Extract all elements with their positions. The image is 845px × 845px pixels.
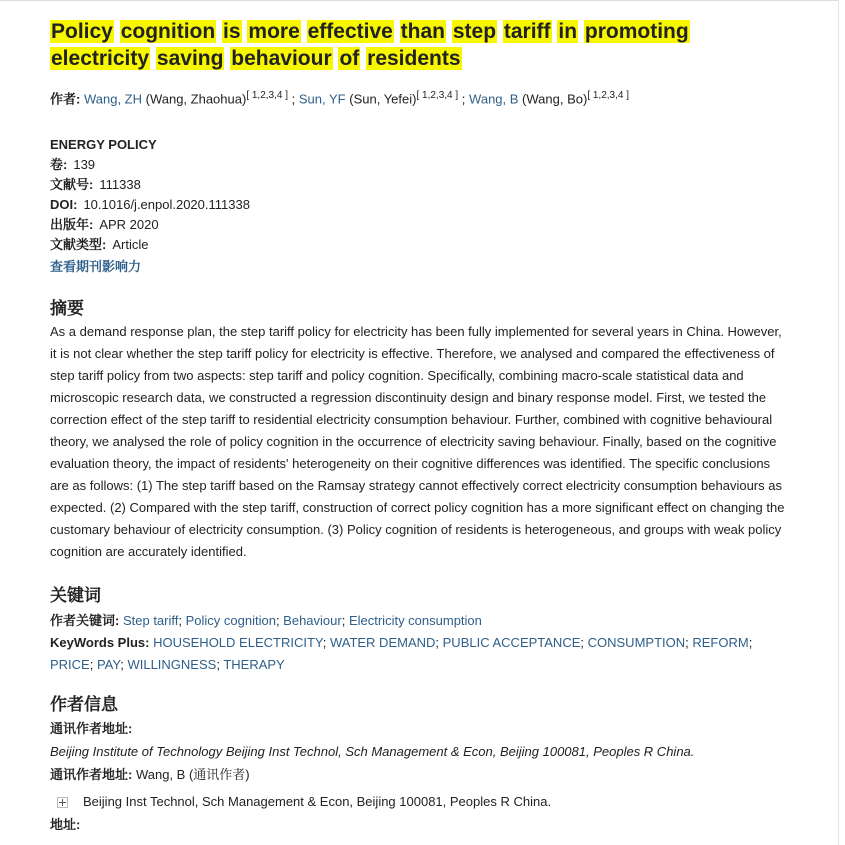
keyword-link[interactable]: WATER DEMAND <box>329 635 436 651</box>
author-fullname-3: (Wang, Bo) <box>522 91 588 107</box>
author-link-3[interactable]: Wang, B <box>469 91 519 107</box>
keyword-link[interactable]: THERAPY <box>223 657 285 673</box>
title-word: is <box>223 20 241 43</box>
keyword-link[interactable]: REFORM <box>692 635 749 651</box>
volume-value: 139 <box>73 157 96 173</box>
corr-author-name: Wang, B (通讯作者) <box>135 767 250 783</box>
author-fullname-1: (Wang, Zhaohua) <box>145 91 247 107</box>
keyword-link[interactable]: PRICE <box>50 657 90 673</box>
author-keywords-list: Step tariff; Policy cognition; Behaviour; Electricity consumption <box>122 613 482 629</box>
keyword-link[interactable]: PAY <box>96 657 121 673</box>
journal-name: ENERGY POLICY <box>50 137 157 153</box>
abstract-text: As a demand response plan, the step tariff policy for electricity has been fully implemented for several years in China. However, it is not clear whether the step tariff policy for electricity is effective. Therefore, we analysed and compared the effectiveness of step tariff policy from two aspects: step tariff and policy cognition. Specifically, combining macro-scale statistical data and microscopic research data, we constructed a regression discontinuity design and binary response model. First, we tested the correction effect of the step tariff to residential electricity consumption behaviour. Further, combined with cognitive behavioural theory, we analysed the role of policy cognition in the occurrence of electricity saving behaviour. Finally, based on the cognitive evaluation theory, the impact of residents' heterogeneity on their cognitive differences was identified. The specific conclusions are as follows: (1) The step tariff based on the Ramsay strategy cannot effectively correct electricity consumption behaviours as expected. (2) Compared with the step tariff, construction of correct policy cognition has a more significant effect on changing the customary behaviour of electricity consumption. (3) Policy cognition of residents is heterogeneous, and groups with weak policy cognition are accurately identified. <box>50 324 785 560</box>
title-word: in <box>558 20 578 43</box>
author-fullname-2: (Sun, Yefei) <box>349 91 417 107</box>
title-word: saving <box>156 47 224 70</box>
author-link-2[interactable]: Sun, YF <box>298 91 346 107</box>
doi-value: 10.1016/j.enpol.2020.111338 <box>83 197 250 213</box>
author-affil-2[interactable]: [ 1,2,3,4 ] <box>416 90 459 101</box>
title-word: tariff <box>503 20 551 43</box>
author-separator: ; <box>461 91 466 107</box>
authors-label: 作者: <box>50 91 81 107</box>
journal-impact-link[interactable]: 查看期刊影响力 <box>50 259 142 275</box>
keyword-link[interactable]: Behaviour <box>283 613 342 629</box>
title-word: Policy <box>51 20 113 43</box>
corr-address-expand[interactable] <box>50 791 790 813</box>
keyword-link[interactable]: PUBLIC ACCEPTANCE <box>442 635 581 651</box>
address-label: 地址: <box>50 817 81 833</box>
keywords-plus-label: KeyWords Plus: <box>50 635 150 651</box>
keyword-link[interactable]: CONSUMPTION <box>587 635 686 651</box>
corr-address-label: 通讯作者地址: <box>50 721 133 737</box>
top-border <box>0 0 838 1</box>
keyword-link[interactable]: Step tariff <box>122 613 179 629</box>
title-word: effective <box>307 20 393 43</box>
keyword-link[interactable]: Policy cognition <box>185 613 276 629</box>
author-link-1[interactable]: Wang, ZH <box>83 91 142 107</box>
title-word: more <box>248 20 300 43</box>
title-word: of <box>339 47 360 70</box>
source-meta <box>50 135 790 277</box>
title-word: step <box>452 20 497 43</box>
article-no-value: 111338 <box>99 177 141 193</box>
record-detail <box>50 18 790 836</box>
author-affil-1[interactable]: [ 1,2,3,4 ] <box>246 90 289 101</box>
page-title <box>50 18 790 72</box>
year-label: 出版年: <box>50 217 94 233</box>
keyword-link[interactable]: WILLINGNESS <box>127 657 217 673</box>
author-keywords <box>50 610 790 632</box>
doc-type-label: 文献类型: <box>50 237 107 253</box>
corr-address-detail: Beijing Inst Technol, Sch Management & Econ, Beijing 100081, Peoples R China. <box>83 794 552 810</box>
title-word: residents <box>367 47 461 70</box>
author-info-heading: 作者信息 <box>50 695 118 715</box>
scrollbar-track[interactable] <box>838 0 839 845</box>
title-word: electricity <box>51 47 150 70</box>
keywords-plus-list: HOUSEHOLD ELECTRICITY; WATER DEMAND; PUBLIC ACCEPTANCE; CONSUMPTION; REFORM; PRICE; PAY; WILLINGNESS; THERAPY <box>50 635 753 673</box>
corr-author-label: 通讯作者地址: <box>50 767 133 783</box>
abstract-heading: 摘要 <box>50 299 84 319</box>
authors-line <box>50 86 790 109</box>
year-value: APR 2020 <box>99 217 159 233</box>
plus-icon[interactable] <box>57 797 68 808</box>
corr-address-text: Beijing Institute of Technology Beijing Inst Technol, Sch Management & Econ, Beijing 100081, Peoples R China. <box>50 744 695 760</box>
doc-type-value: Article <box>112 237 149 253</box>
author-separator: ; <box>291 91 296 107</box>
keyword-link[interactable]: HOUSEHOLD ELECTRICITY <box>153 635 323 651</box>
title-word: promoting <box>584 20 689 43</box>
author-keywords-label: 作者关键词: <box>50 613 120 629</box>
volume-label: 卷: <box>50 157 68 173</box>
title-word: behaviour <box>231 47 332 70</box>
doi-label: DOI: <box>50 197 78 213</box>
title-word: cognition <box>120 20 216 43</box>
keyword-link[interactable]: Electricity consumption <box>348 613 482 629</box>
author-affil-3[interactable]: [ 1,2,3,4 ] <box>587 90 630 101</box>
title-word: than <box>400 20 445 43</box>
keywords-heading: 关键词 <box>50 586 101 606</box>
article-no-label: 文献号: <box>50 177 94 193</box>
keywords-plus <box>50 632 790 676</box>
